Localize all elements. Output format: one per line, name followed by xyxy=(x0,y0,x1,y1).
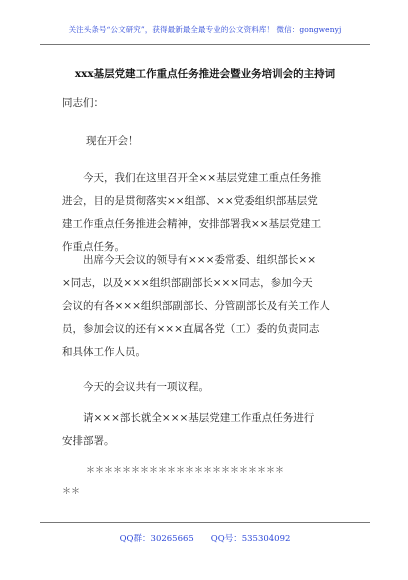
salutation: 同志们： xyxy=(62,97,104,109)
opening-line: 现在开会！ xyxy=(86,135,139,147)
footer-contact: QQ群：30265665 QQ号：535304092 xyxy=(119,534,291,544)
paragraph-line: 今天的会议共有一项议程。 xyxy=(62,381,209,393)
paragraph-line: 和具体工作人员。 xyxy=(62,346,146,358)
paragraph-line: 员，参加会议的还有×××直属各党（工）委的负责同志 xyxy=(62,323,320,335)
paragraph-line: 出席今天会议的领导有×××委常委、组织部长×× xyxy=(62,254,316,266)
paragraph-purpose xyxy=(62,167,362,259)
paragraph-request xyxy=(62,407,362,453)
paragraph-line: 建工作重点任务推进会精神，安排部署我××基层党建工 xyxy=(62,218,322,230)
paragraph-line: 今天，我们在这里召开全××基层党建工重点任务推 xyxy=(62,172,322,184)
paragraph-line: 进会，目的是贯彻落实××组部、××党委组织部基层党 xyxy=(62,195,318,207)
paragraph-line: ×同志，以及×××组织部副部长×××同志，参加今天 xyxy=(62,277,313,289)
paragraph-line: 作重点任务。 xyxy=(62,241,125,253)
footer-divider xyxy=(40,522,370,523)
header-divider xyxy=(40,44,370,45)
star-separator-continued: ＊＊ xyxy=(62,487,81,497)
paragraph-line: 请×××部长就全×××基层党建工作重点任务进行 xyxy=(62,412,315,424)
star-separator: ＊＊＊＊＊＊＊＊＊＊＊＊＊＊＊＊＊＊＊＊＊＊ xyxy=(86,466,285,476)
paragraph-line: 安排部署。 xyxy=(62,435,115,447)
paragraph-attendees xyxy=(62,249,362,364)
header-banner: 关注头条号“公文研究”，获得最新最全最专业的公文资料库！ 微信：gongwenyj xyxy=(68,25,342,34)
paragraph-agenda xyxy=(62,376,362,399)
document-title: xxx基层党建工作重点任务推进会暨业务培训会的主持词 xyxy=(74,68,336,80)
paragraph-line: 会议的有各×××组织部副部长、分管副部长及有关工作人 xyxy=(62,300,330,312)
